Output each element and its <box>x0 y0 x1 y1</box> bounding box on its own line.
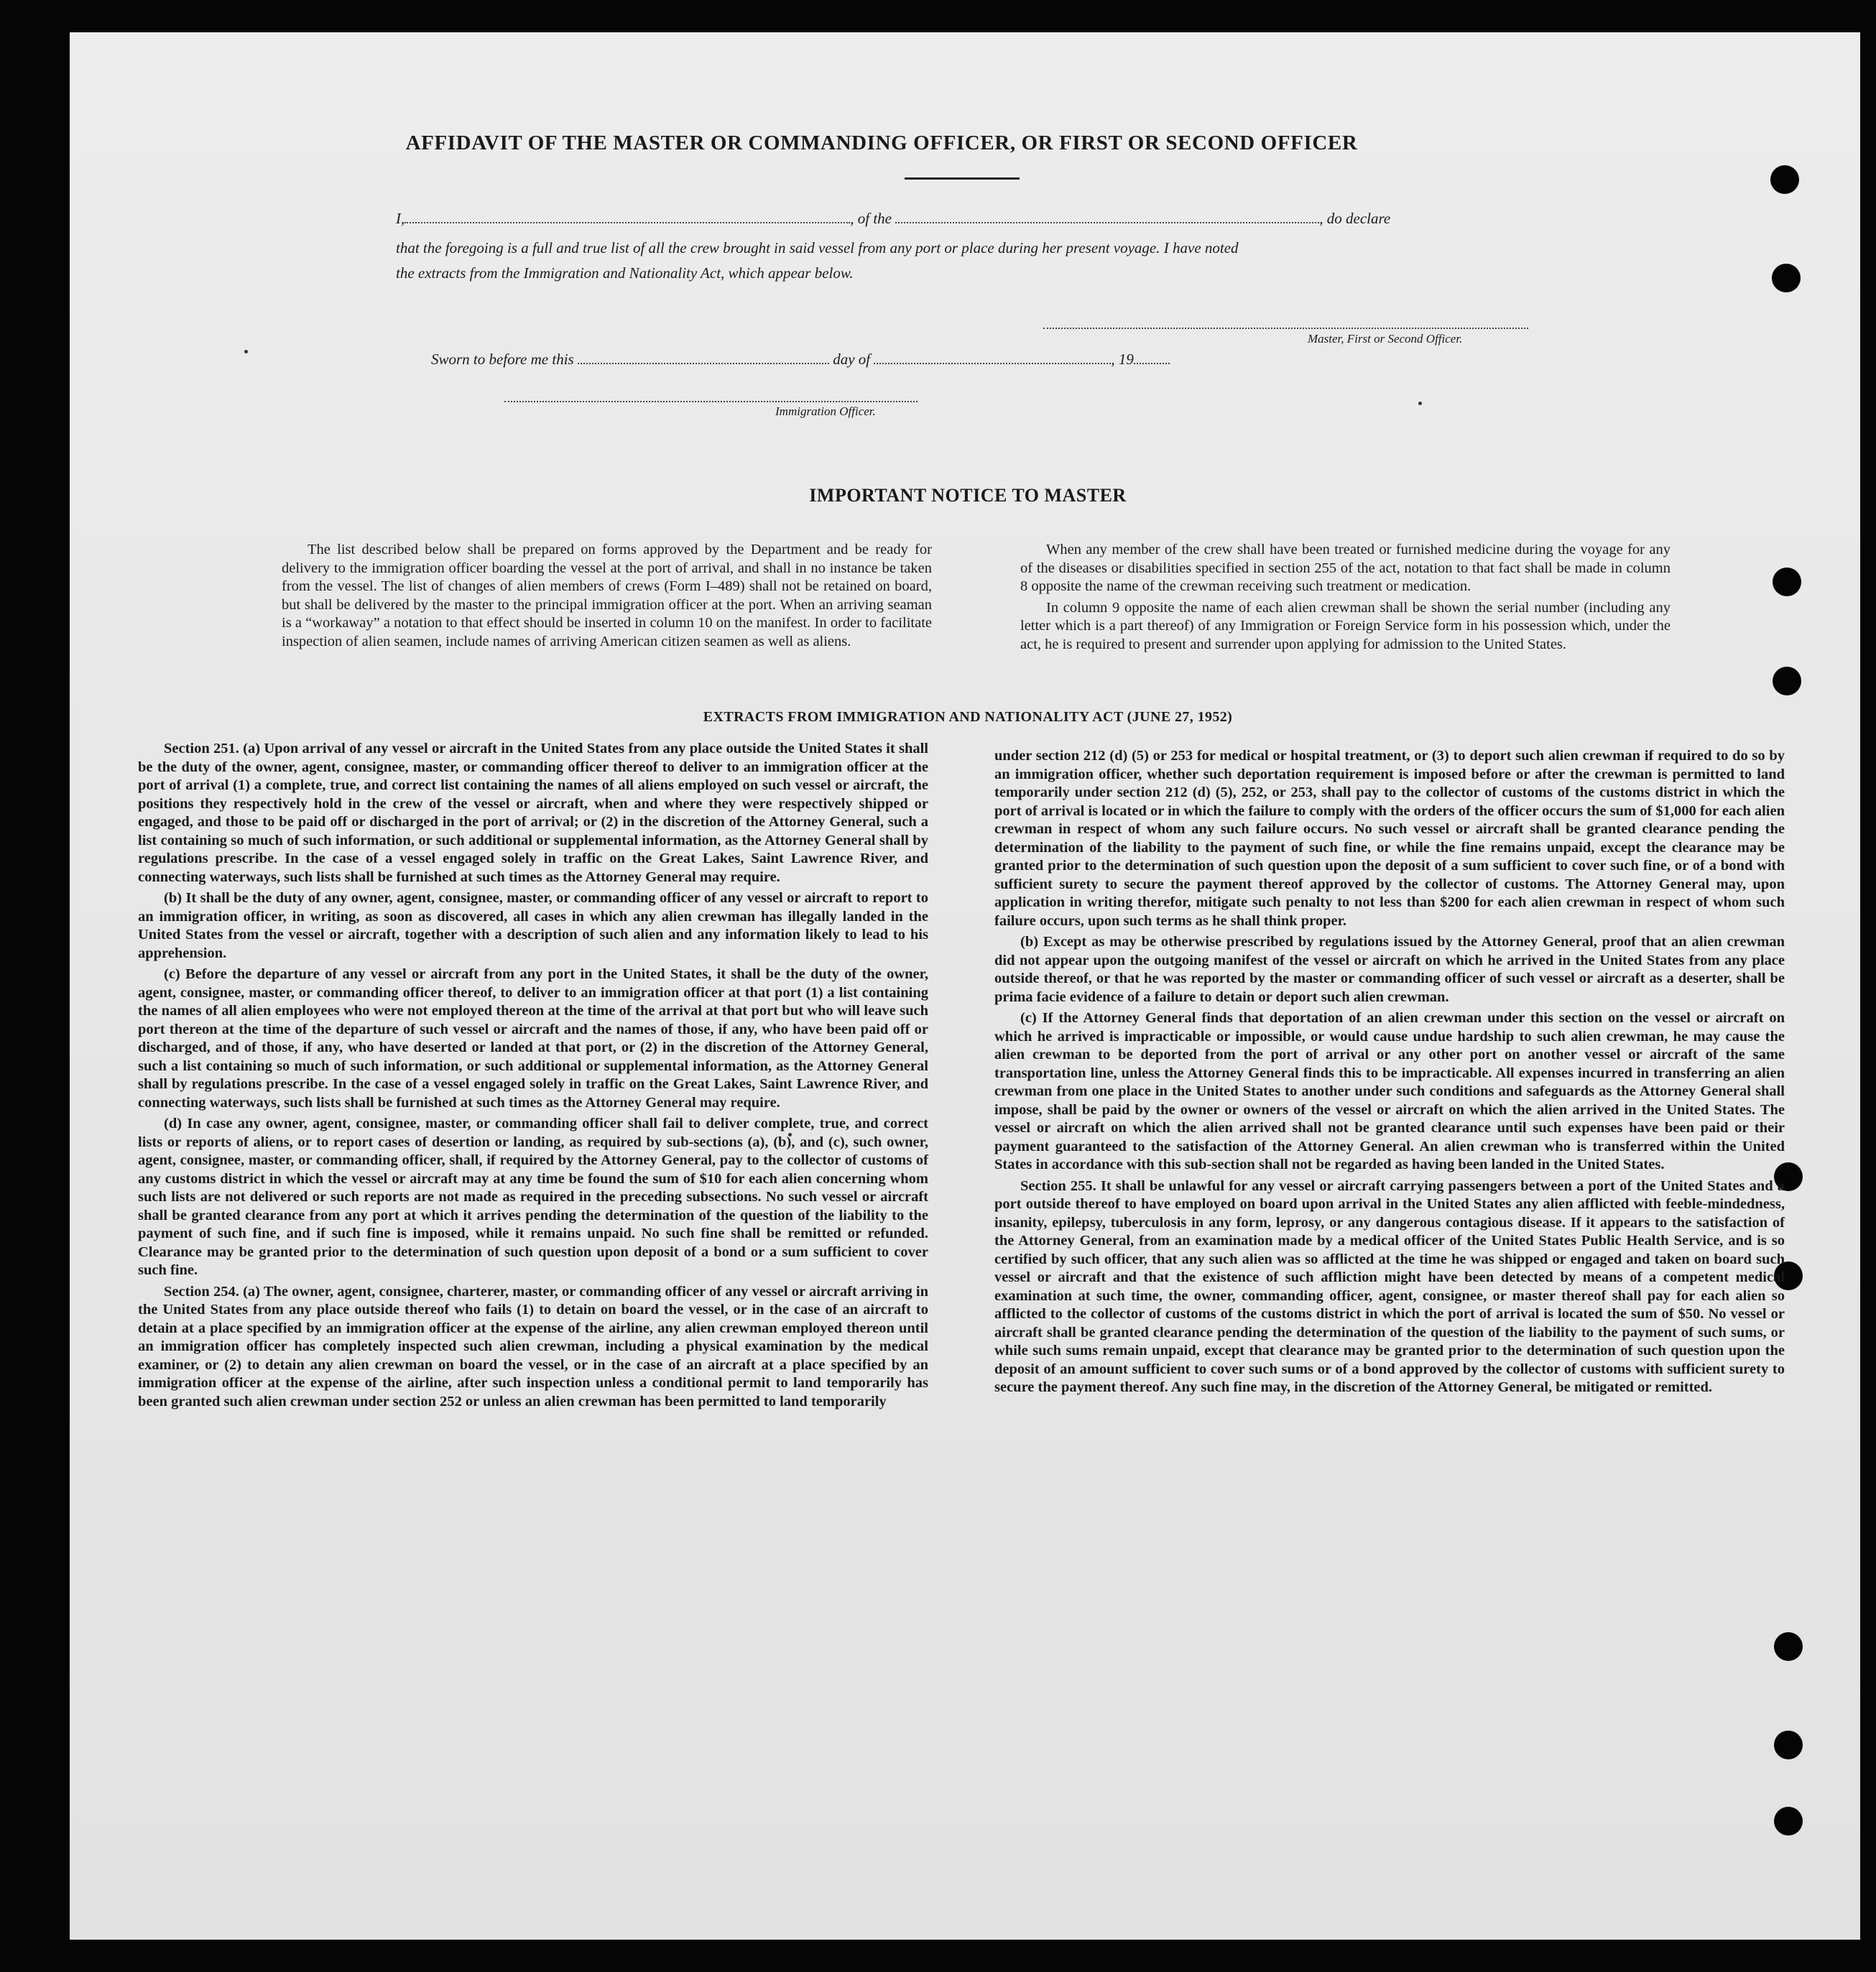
section-251-a: Section 251. (a) Upon arrival of any vessel or aircraft in the United States from any place outside the United States it shall be the duty of the owner, agent, consignee, master, or commanding officer thereof to deliver to an immigration officer at the port of arrival (1) a complete, true, and correct list containing the names of all aliens employed on such vessel or aircraft, the positions they respectively hold in the crew of the vessel or aircraft, when and where they were respectively shipped or engaged, and those to be paid off or discharged in the port of arrival; or (2) in the discretion of the Attorney General, such a list containing so much of such information, or such additional or supplemental information, as the Attorney General shall by regulations prescribe. In the case of a vessel engaged solely in traffic on the Great Lakes, Saint Lawrence River, and connecting waterways, such lists shall be furnished at such times as the Attorney General may require. <box>138 741 928 885</box>
notice-paragraph: When any member of the crew shall have been treated or furnished medicine during the voyage for any of the diseases or disabilities specified in section 255 of the act, notation to that fact shall be made in column 8 opposite the name of the crewman receiving such treatment or medication. <box>1020 542 1671 594</box>
statement-line-1: that the foregoing is a full and true list of all the crew brought in said vessel from any port or place during her present voyage. I have noted <box>396 239 1239 256</box>
sworn-line <box>431 351 1170 369</box>
do-declare-label: , do declare <box>1319 210 1391 227</box>
punch-hole <box>1773 568 1801 596</box>
section-254-a-continued: under section 212 (d) (5) or 253 for medical or hospital treatment, or (3) to deport such alien crewman if required to do so by an immigration officer, whether such deportation requirement is imposed before or after the crewman is permitted to land temporarily under section 212 (d) (5), 252, or 253, shall pay to the collector of customs of the customs district in which the port of arrival is located or in which the failure to comply with the orders of the officer occurs the sum of $1,000 for each alien crewman in respect of whom any such failure occurs. No such vessel or aircraft shall be granted clearance pending the determination of the liability to the payment of such fine, or while the fine remains unpaid, except the clearance may be granted prior to the determination of such question upon the deposit of a sum sufficient to cover such fine, or of a bond with sufficient surety to secure the payment thereof approved by the collector of customs. The Attorney General may, upon application in writing therefor, mitigate such penalty to not less than $200 for each alien crewman in respect of whom such failure occurs, upon such terms as he shall think proper. <box>994 748 1785 929</box>
punch-hole <box>1774 1807 1803 1836</box>
i-label: I, <box>396 210 405 227</box>
sworn-day-field[interactable] <box>578 353 829 364</box>
punch-hole <box>1773 667 1801 695</box>
officer-caption: Immigration Officer. <box>775 404 876 418</box>
section-255: Section 255. It shall be unlawful for any vessel or aircraft carrying passengers between a port of the United States and a port outside thereof to have employed on board upon arrival in the United States any alien afflicted with feeble-mindedness, insanity, epilepsy, tuberculosis in any form, leprosy, or any dangerous contagious disease. If it appears to the satisfaction of the Attorney General, from an examination made by a medical officer of the United States Public Health Service, and is so certified by such officer, that any such alien was so afflicted at the time he was shipped or engaged and taken on board such vessel or aircraft and that the existence of such affliction might have been detected by means of a competent medical examination at such time, the owner, commanding officer, agent, consignee, or master thereof shall pay for each alien so afflicted to the collector of customs of the customs district in which the port of arrival is located the sum of $50. No vessel or aircraft shall be granted clearance pending the determination of the question of the liability to the payment of such sums, or while such sums remain unpaid, except that clearance may be granted prior to the determination of such question upon the deposit of an amount sufficient to cover such sums or of a bond approved by the collector of customs with sufficient surety to secure the payment thereof. Any such fine may, in the discretion of the Attorney General, be mitigated or remitted. <box>994 1177 1785 1395</box>
punch-hole <box>1770 165 1799 194</box>
section-251-b: (b) It shall be the duty of any owner, agent, consignee, master, or commanding officer of any vessel or aircraft to report to an immigration officer, in writing, as soon as discovered, all cases in which any alien crewman has illegally landed in the United States from the vessel or aircraft, together with a description of such alien and any information likely to lead to his apprehension. <box>138 890 928 961</box>
notice-title: IMPORTANT NOTICE TO MASTER <box>809 485 1127 506</box>
affidavit-title: AFFIDAVIT OF THE MASTER OR COMMANDING OFFICER, OR FIRST OR SECOND OFFICER <box>405 131 1358 154</box>
statement-line-2: the extracts from the Immigration and Nationality Act, which appear below. <box>396 264 854 282</box>
section-254-c: (c) If the Attorney General finds that deportation of an alien crewman under this section on the vessel or aircraft on which he arrived is impracticable or impossible, or would cause undue hardship to such alien crewman, he may cause the alien crewman to be deported from the port of arrival or any other port on another vessel or aircraft of the same transportation line, unless the Attorney General finds this to be impracticable. All expenses incurred in transferring an alien crewman from one place in the United States to another under such conditions and safeguards as the Attorney General shall impose, shall be paid by the owner or owners of the vessel or aircraft on which the alien arrived in the United States. The vessel or aircraft on which the alien arrived shall not be granted clearance until such expenses have been paid or their payment guaranteed to the satisfaction of the Attorney General. An alien crewman who is transferred within the United States in accordance with this sub-section shall not be regarded as having been landed in the United States. <box>994 1010 1785 1172</box>
notice-right-column <box>1020 541 1671 657</box>
section-254-b: (b) Except as may be otherwise prescribed by regulations issued by the Attorney General, proof that an alien crewman did not appear upon the outgoing manifest of the vessel or aircraft on which he arrived in the United States from any place outside thereof, or that he was reported by the master or commanding officer of such vessel or aircraft as a deserter, shall be prima facie evidence of a failure to detain or deport such alien crewman. <box>994 934 1785 1005</box>
sworn-year-field[interactable] <box>1134 353 1170 364</box>
punch-hole <box>1772 264 1801 292</box>
vessel-field[interactable] <box>895 212 1319 223</box>
day-of-label: day of <box>833 351 871 368</box>
speck <box>1418 402 1422 405</box>
speck <box>244 350 248 353</box>
section-254-a: Section 254. (a) The owner, agent, consignee, charterer, master, or commanding officer of any vessel or aircraft arriving in the United States from any place outside thereof who fails (1) to detain on board the vessel, or in the case of an aircraft to detain at a place specified by an immigration officer at the expense of the airline, any alien crewman employed thereon until an immigration officer has completely inspected such alien crewman, including a physical examination by the medical examiner, or (2) to detain any alien crewman on board the vessel, or in the case of an aircraft at a place specified by an immigration officer at the expense of the airline, after such inspection unless a conditional permit to land temporarily has been granted such alien crewman under section 252 or unless an alien crewman has been permitted to land temporarily <box>138 1283 928 1409</box>
sworn-label: Sworn to before me this <box>431 351 574 368</box>
of-the-label: , of the <box>850 210 892 227</box>
punch-hole <box>1774 1632 1803 1661</box>
punch-hole <box>1774 1731 1803 1759</box>
notice-left-column <box>282 541 932 654</box>
document-page <box>70 32 1860 1940</box>
master-signature-line[interactable] <box>1043 328 1528 329</box>
master-caption: Master, First or Second Officer. <box>1308 332 1463 346</box>
extracts-left-column <box>138 740 928 1414</box>
sworn-month-field[interactable] <box>874 353 1111 364</box>
section-251-d: (d) In case any owner, agent, consignee, master, or commanding officer shall fail to deliver complete, true, and correct lists or reports of aliens, or to report cases of desertion or landing, as required by sub-sections (a), (b), and (c), such owner, agent, consignee, master, or commanding officer, shall, if required by the Attorney General, pay to the collector of customs of any customs district in which the vessel or aircraft may at any time be found the sum of $10 for each alien concerning whom such lists are not delivered or such reports are not made as required in the preceding subsections. No such vessel or aircraft shall be granted clearance from any port at which it arrives pending the determination of the question of the liability to the payment of such fine, and if such fine is imposed, while it remains unpaid. No such fine shall be remitted or refunded. Clearance may be granted prior to the determination of such question upon deposit of a bond or a sum sufficient to cover such fine. <box>138 1116 928 1278</box>
section-251-c: (c) Before the departure of any vessel or aircraft from any port in the United States, it shall be the duty of the owner, agent, consignee, master, or commanding officer thereof, to deliver to an immigration officer at that port (1) a list containing the names of all alien employees who were not employed thereon at the time of the arrival at that port but who will leave such port thereon at the time of the departure of such vessel or aircraft and the names of those, if any, who have been paid off or discharged, and of those, if any, who have deserted or landed at that port, or (2) in the discretion of the Attorney General, such a list containing so much of such information, or such additional or supplemental information, as the Attorney General shall by regulations prescribe. In the case of a vessel engaged solely in traffic on the Great Lakes, Saint Lawrence River, and connecting waterways, such lists shall be furnished at such times as the Attorney General may require. <box>138 966 928 1111</box>
notice-paragraph: The list described below shall be prepared on forms approved by the Department and be ready for delivery to the immigration officer boarding the vessel at the port of arrival, and shall in no instance be taken from the vessel. The list of changes of alien members of crews (Form I–489) shall not be retained on board, but shall be delivered by the master to the principal immigration officer at the port. When an arriving seaman is a “workaway” a notation to that effect should be inserted in column 10 on the manifest. In order to facilitate inspection of alien seamen, include names of arriving American citizen seamen as well as aliens. <box>282 542 932 649</box>
notice-paragraph: In column 9 opposite the name of each alien crewman shall be shown the serial number (including any letter which is a part thereof) of any Immigration or Foreign Service form in his possession which, under the act, he is required to present and surrender upon applying for admission to the United States. <box>1020 599 1671 652</box>
extracts-title: EXTRACTS FROM IMMIGRATION AND NATIONALITY ACT (JUNE 27, 1952) <box>703 709 1233 725</box>
extracts-right-column <box>994 747 1785 1400</box>
officer-signature-line[interactable] <box>504 401 918 402</box>
bleed-through-ghost <box>1291 158 1300 176</box>
name-field[interactable] <box>405 212 850 223</box>
declaration-line <box>396 210 1390 228</box>
year-label: , 19 <box>1111 351 1134 368</box>
title-rule <box>905 177 1020 180</box>
